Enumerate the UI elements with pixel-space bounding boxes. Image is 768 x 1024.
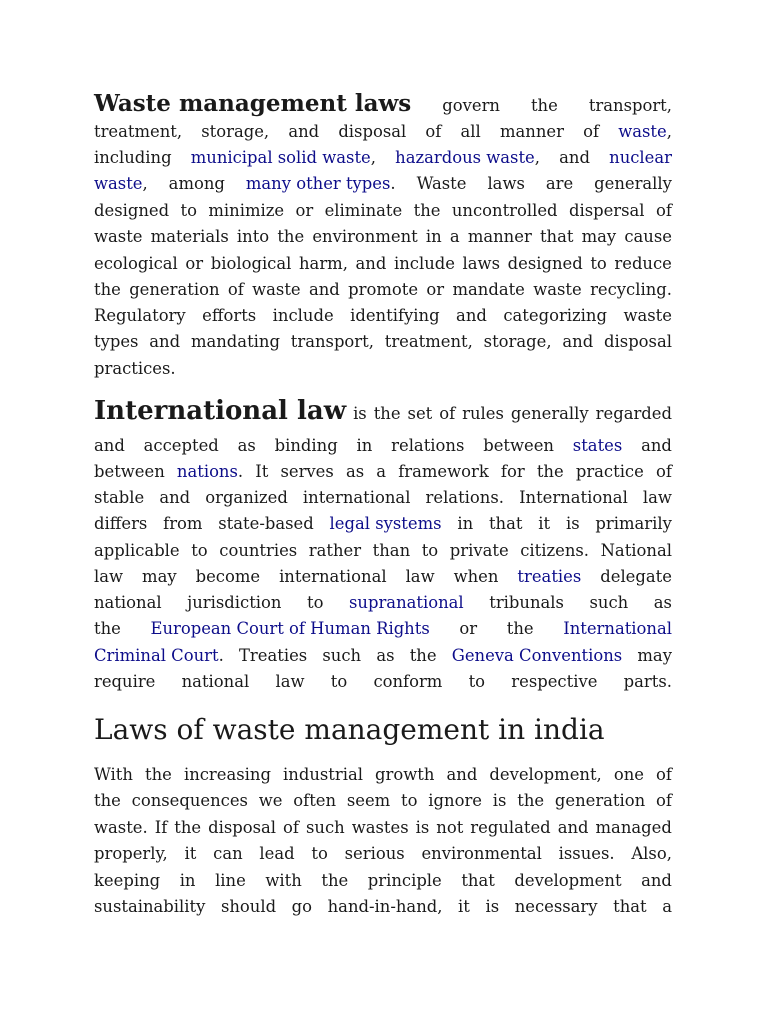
word: organized [205, 488, 288, 507]
text-line [94, 844, 672, 870]
word: of [583, 122, 600, 141]
word: to [307, 593, 324, 612]
word: are [545, 174, 574, 193]
text-line [94, 619, 672, 645]
word: of [655, 791, 672, 810]
word: waste [94, 227, 143, 246]
word: consequences [131, 791, 248, 810]
wiki-link[interactable]: treaties [517, 567, 582, 586]
word: rules [462, 404, 504, 423]
word: between [94, 462, 165, 481]
word: uncontrolled [451, 201, 558, 220]
word: often [293, 791, 337, 810]
word: to [590, 254, 607, 273]
word: and [456, 306, 487, 325]
word-group [618, 122, 672, 141]
word: of [655, 462, 672, 481]
text-line [94, 396, 672, 426]
word: to [180, 201, 197, 220]
word: in [457, 514, 474, 533]
text-line [94, 488, 672, 514]
text-line [94, 436, 672, 462]
word: the [321, 871, 349, 890]
word: line [215, 871, 246, 890]
word: and [355, 254, 387, 273]
word: that [488, 514, 523, 533]
word: in [356, 436, 373, 455]
word: generation [129, 280, 220, 299]
word: transport, [290, 332, 374, 351]
word: applicable [94, 541, 180, 560]
wiki-link[interactable]: waste [618, 122, 667, 141]
word: and [446, 765, 478, 784]
word: the [94, 280, 121, 299]
text-line [94, 306, 672, 332]
word: in [425, 227, 442, 246]
word: national [94, 593, 162, 612]
word: citizens. [520, 541, 589, 560]
word: generation [554, 791, 646, 810]
word: increasing [183, 765, 271, 784]
word: differs [94, 514, 148, 533]
word: Also, [631, 844, 672, 863]
word: and [308, 280, 340, 299]
word: of [227, 280, 244, 299]
word: wastes [351, 818, 409, 837]
word: types [94, 332, 139, 351]
word: or [185, 254, 204, 273]
word: the [409, 646, 437, 665]
word: to [330, 672, 348, 691]
wiki-link[interactable]: supranational [349, 593, 464, 612]
word: waste [252, 280, 301, 299]
word: disposal [604, 332, 672, 351]
wiki-link[interactable]: many other types [245, 174, 391, 193]
word: Regulatory [94, 306, 186, 325]
word: with [265, 871, 302, 890]
word: reduce [614, 254, 672, 273]
wiki-link[interactable]: European Court of Human Rights [150, 619, 430, 638]
text-line [94, 227, 672, 253]
word: manner [467, 227, 532, 246]
word-group [177, 462, 243, 481]
word: environmental [421, 844, 542, 863]
word: it [184, 844, 197, 863]
word: a [449, 227, 460, 246]
word: may [581, 227, 617, 246]
word: international [279, 567, 387, 586]
section-heading: Laws of waste management in india [94, 713, 605, 746]
word: growth [375, 765, 435, 784]
word: such [305, 818, 345, 837]
word: to [401, 791, 418, 810]
text-line [94, 201, 672, 227]
text-line [94, 462, 672, 488]
word: binding [274, 436, 338, 455]
word: such [322, 646, 362, 665]
word: properly, [94, 844, 168, 863]
word: go [291, 897, 313, 916]
word: designed [507, 254, 583, 273]
text-line [94, 791, 672, 817]
word: Waste [416, 174, 467, 193]
word: can [213, 844, 243, 863]
word: law [405, 567, 435, 586]
word: the [94, 619, 121, 638]
text-line [94, 897, 672, 923]
word-group [94, 174, 148, 193]
word: treatment, [94, 122, 183, 141]
word: the [536, 462, 564, 481]
wiki-link[interactable]: hazardous waste [395, 148, 535, 167]
word: into [236, 227, 270, 246]
word: transport, [588, 96, 672, 115]
text-line [94, 148, 672, 174]
wiki-link[interactable]: nuclear [609, 148, 672, 167]
word: development [514, 871, 622, 890]
word: when [453, 567, 499, 586]
word: is [565, 514, 580, 533]
word: in [179, 871, 196, 890]
word: it [538, 514, 551, 533]
word: the [145, 765, 172, 784]
wiki-link[interactable]: municipal solid waste [190, 148, 371, 167]
word: environment [312, 227, 418, 246]
text-line [94, 765, 672, 791]
word: waste. [94, 818, 148, 837]
word: issues. [558, 844, 615, 863]
word-group [94, 646, 224, 665]
word: sustainability [94, 897, 206, 916]
word: the [94, 791, 121, 810]
word: ecological [94, 254, 178, 273]
word: serious [344, 844, 405, 863]
word: a [662, 897, 672, 916]
word: principle [367, 871, 442, 890]
text-line [94, 646, 672, 672]
word: generally [510, 404, 589, 423]
text-line [94, 174, 672, 200]
word: waste [623, 306, 672, 325]
word: as [237, 436, 256, 455]
word: treatment, [384, 332, 473, 351]
word: eliminate [324, 201, 403, 220]
word: that [461, 871, 495, 890]
word: If [154, 818, 168, 837]
word: including [94, 148, 172, 167]
word: than [372, 541, 411, 560]
word: such [589, 593, 629, 612]
word: is [492, 791, 507, 810]
word: promote [348, 280, 419, 299]
word: that [613, 897, 647, 916]
word: to [468, 672, 486, 691]
word: the [530, 96, 558, 115]
word: storage, [483, 332, 552, 351]
text-line [94, 254, 672, 280]
text-line [94, 359, 672, 385]
word: ignore [428, 791, 482, 810]
word: law [94, 567, 124, 586]
text-line [94, 541, 672, 567]
word: necessary [514, 897, 598, 916]
word: and [94, 436, 125, 455]
word: is [353, 404, 367, 423]
word: among [168, 174, 225, 193]
word: may [637, 646, 672, 665]
word: cause [624, 227, 672, 246]
word: or [426, 280, 445, 299]
word: designed [94, 201, 170, 220]
word: , [142, 174, 148, 193]
word: regarded [595, 404, 672, 423]
word: , [666, 122, 672, 141]
text-line [94, 593, 672, 619]
text-line [94, 90, 672, 116]
text-line [94, 280, 672, 306]
word: require [94, 672, 156, 691]
text-line [94, 514, 672, 540]
word: waste [533, 280, 582, 299]
word: as [345, 462, 365, 481]
text-line [94, 332, 672, 358]
wiki-link[interactable]: legal systems [329, 514, 442, 533]
word: relations [391, 436, 465, 455]
word: and [559, 148, 590, 167]
word: International [519, 488, 628, 507]
word: one [613, 765, 644, 784]
word: law [275, 672, 305, 691]
word: dispersal [568, 201, 645, 220]
word: With [94, 765, 133, 784]
word: and [641, 871, 672, 890]
word: . [218, 646, 224, 665]
wiki-link[interactable]: Geneva Conventions [451, 646, 623, 665]
lead-term: International law [94, 396, 347, 426]
word: rather [308, 541, 362, 560]
word: as [376, 646, 395, 665]
word: international [302, 488, 411, 507]
word: for [500, 462, 525, 481]
word: and [149, 332, 181, 351]
word: may [142, 567, 177, 586]
word: manner [499, 122, 564, 141]
word: it [458, 897, 470, 916]
word-group [395, 148, 540, 167]
word: materials [150, 227, 229, 246]
word: national [181, 672, 250, 691]
word: the [506, 619, 534, 638]
word: , [534, 148, 540, 167]
text-line [94, 871, 672, 897]
wiki-link[interactable]: Criminal Court [94, 646, 219, 665]
text-line [94, 672, 672, 698]
word: conform [373, 672, 443, 691]
word: disposal [208, 818, 277, 837]
word: delegate [600, 567, 672, 586]
word: between [483, 436, 554, 455]
word: include [272, 306, 334, 325]
word-group [246, 174, 396, 193]
word: hand-in-hand, [327, 897, 443, 916]
text-line [94, 818, 672, 844]
word: to [191, 541, 208, 560]
word: of [283, 818, 299, 837]
word: categorizing [503, 306, 607, 325]
word: to [311, 844, 328, 863]
word: countries [219, 541, 298, 560]
word: as [653, 593, 672, 612]
word: framework [398, 462, 489, 481]
word: identifying [350, 306, 440, 325]
word: jurisdiction [187, 593, 282, 612]
word: or [295, 201, 314, 220]
word: practice [575, 462, 644, 481]
word: we [258, 791, 283, 810]
word: regulated [470, 818, 551, 837]
word: laws [487, 174, 525, 193]
word: recycling. [590, 280, 672, 299]
word: primarily [595, 514, 672, 533]
word: lead [259, 844, 295, 863]
word: not [436, 818, 464, 837]
word: National [600, 541, 672, 560]
word: storage, [201, 122, 270, 141]
wiki-link[interactable]: nations [176, 462, 238, 481]
wiki-link[interactable]: states [572, 436, 623, 455]
word: practices. [94, 359, 176, 378]
word: law [642, 488, 672, 507]
word: harm, [299, 254, 348, 273]
word: development, [489, 765, 602, 784]
word: . [390, 174, 396, 193]
word: is [415, 818, 430, 837]
word: the [517, 791, 545, 810]
word: is [485, 897, 500, 916]
word: generally [594, 174, 672, 193]
word: and [557, 818, 589, 837]
word: set [407, 404, 433, 423]
word: seem [346, 791, 391, 810]
word: that [539, 227, 574, 246]
word: industrial [283, 765, 363, 784]
word: and [641, 436, 672, 455]
word: govern [442, 96, 500, 115]
word: and [562, 332, 594, 351]
word: parts. [623, 672, 672, 691]
word: accepted [143, 436, 219, 455]
word: biological [210, 254, 292, 273]
word: and [159, 488, 191, 507]
text-line [94, 567, 672, 593]
word: state-based [218, 514, 314, 533]
word: of [655, 201, 672, 220]
word: and [288, 122, 320, 141]
lead-term: Waste management laws [94, 90, 412, 117]
word: mandate [452, 280, 525, 299]
word: the [277, 227, 305, 246]
word: Treaties [239, 646, 308, 665]
word: stable [94, 488, 145, 507]
word: efforts [202, 306, 257, 325]
word: of [425, 122, 442, 141]
word: to [421, 541, 439, 560]
word-group [191, 148, 376, 167]
word: include [393, 254, 455, 273]
word: the [174, 818, 202, 837]
word: respective [511, 672, 598, 691]
wiki-link[interactable]: International [563, 619, 672, 638]
word: . [237, 462, 244, 481]
word: private [449, 541, 509, 560]
word: mandating [190, 332, 280, 351]
word: become [195, 567, 261, 586]
word: laws [462, 254, 501, 273]
word: the [413, 201, 441, 220]
word: It [255, 462, 269, 481]
word: of [439, 404, 456, 423]
word: managed [595, 818, 672, 837]
word: the [373, 404, 401, 423]
word: disposal [338, 122, 407, 141]
word: should [220, 897, 277, 916]
word: all [460, 122, 481, 141]
word: or [459, 619, 478, 638]
text-line [94, 122, 672, 148]
word: from [163, 514, 203, 533]
word: tribunals [489, 593, 564, 612]
word: of [656, 765, 672, 784]
word: relations. [425, 488, 504, 507]
word: minimize [208, 201, 285, 220]
word: keeping [94, 871, 161, 890]
word: , [370, 148, 376, 167]
wiki-link[interactable]: waste [94, 174, 143, 193]
word: serves [280, 462, 334, 481]
word: a [376, 462, 387, 481]
